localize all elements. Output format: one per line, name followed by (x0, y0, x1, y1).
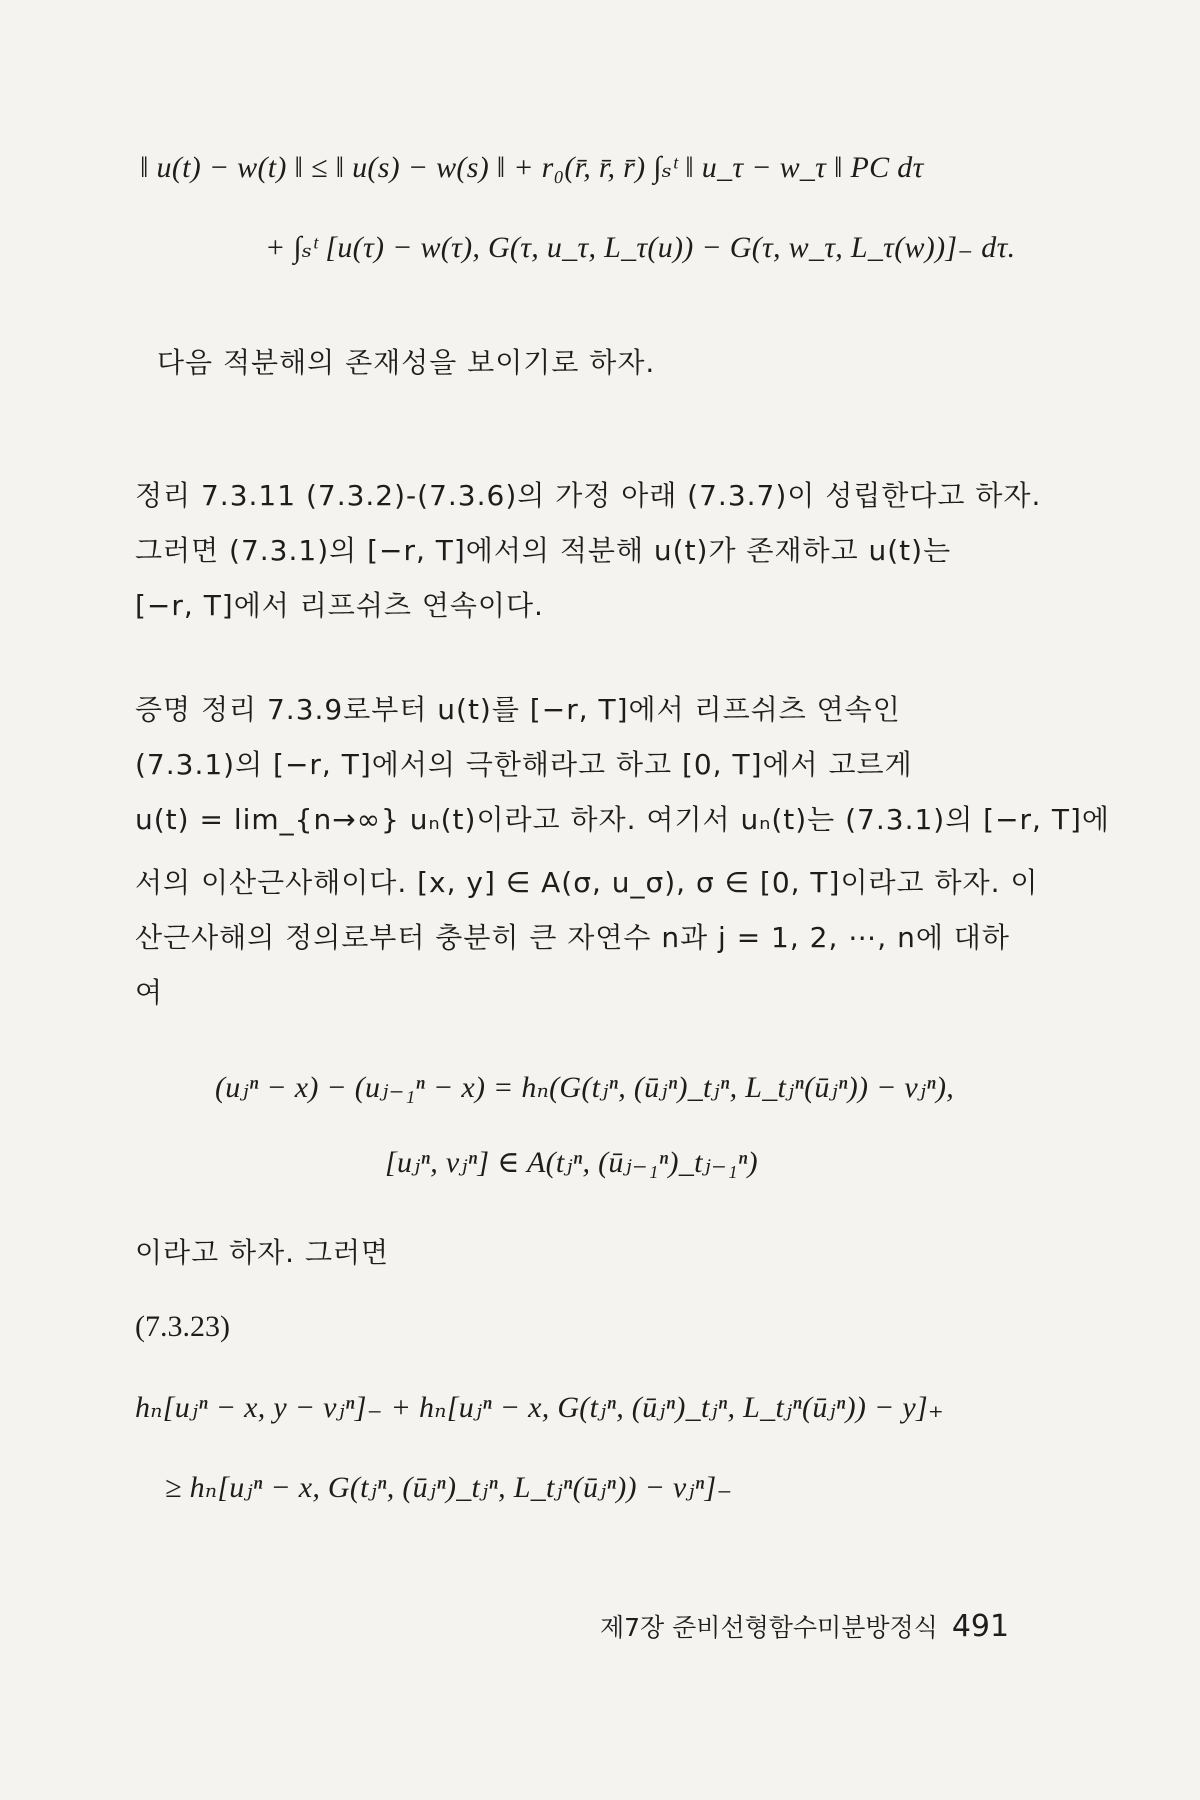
page-footer (600, 1608, 1009, 1644)
text-line: 그러면 (7.3.1)의 [−r, T]에서의 적분해 u(t)가 존재하고 u(t)는 (135, 534, 952, 567)
equation-line: [uⱼⁿ, vⱼⁿ] ∈ A(tⱼⁿ, (ūⱼ₋₁ⁿ)_tⱼ₋₁ⁿ) (385, 1146, 758, 1179)
text-line: 산근사해의 정의로부터 충분히 큰 자연수 n과 j = 1, 2, ⋯, n에 대하 (135, 921, 1010, 954)
text-line: [−r, T]에서 리프쉬츠 연속이다. (135, 589, 544, 622)
text-line: 다음 적분해의 존재성을 보이기로 하자. (157, 346, 656, 379)
equation-line: ‖ u(t) − w(t) ‖ ≤ ‖ u(s) − w(s) ‖ + r₀(r̄, r̄, r̄) ∫ₛᵗ ‖ u_τ − w_τ ‖ PC dτ (140, 151, 924, 184)
equation-line: hₙ[uⱼⁿ − x, y − vⱼⁿ]₋ + hₙ[uⱼⁿ − x, G(tⱼⁿ, (ūⱼⁿ)_tⱼⁿ, L_tⱼⁿ(ūⱼⁿ)) − y]₊ (135, 1391, 945, 1424)
proof-paragraph (135, 682, 1110, 1020)
theorem-paragraph (135, 468, 1042, 633)
text-line: 여 (135, 976, 164, 1009)
page-number: 491 (951, 1609, 1010, 1644)
chapter-title: 제7장 준비선형함수미분방정식 (600, 1613, 938, 1642)
intro-paragraph (135, 335, 1005, 390)
then-paragraph (135, 1225, 1005, 1280)
text-line: u(t) = lim_{n→∞} uₙ(t)이라고 하자. 여기서 uₙ(t)는 (7.3.1)의 [−r, T]에 (135, 803, 1110, 836)
text-line: 정리 7.3.11 (7.3.2)-(7.3.6)의 가정 아래 (7.3.7)이 성립한다고 하자. (135, 479, 1042, 512)
equation-number: (7.3.23) (135, 1310, 230, 1343)
text-line: (7.3.1)의 [−r, T]에서의 극한해라고 하고 [0, T]에서 고르게 (135, 748, 913, 781)
text-line: 이라고 하자. 그러면 (135, 1236, 390, 1269)
equation-line: + ∫ₛᵗ [u(τ) − w(τ), G(τ, u_τ, L_τ(u)) − G(τ, w_τ, L_τ(w))]₋ dτ. (265, 231, 1016, 264)
equation-line: (uⱼⁿ − x) − (uⱼ₋₁ⁿ − x) = hₙ(G(tⱼⁿ, (ūⱼⁿ)_tⱼⁿ, L_tⱼⁿ(ūⱼⁿ)) − vⱼⁿ), (215, 1071, 955, 1104)
text-line: 서의 이산근사해이다. [x, y] ∈ A(σ, u_σ), σ ∈ [0, T]이라고 하자. 이 (135, 866, 1039, 899)
text-line: 증명 정리 7.3.9로부터 u(t)를 [−r, T]에서 리프쉬츠 연속인 (135, 693, 901, 726)
equation-line: ≥ hₙ[uⱼⁿ − x, G(tⱼⁿ, (ūⱼⁿ)_tⱼⁿ, L_tⱼⁿ(ūⱼⁿ)) − vⱼⁿ]₋ (165, 1471, 733, 1504)
